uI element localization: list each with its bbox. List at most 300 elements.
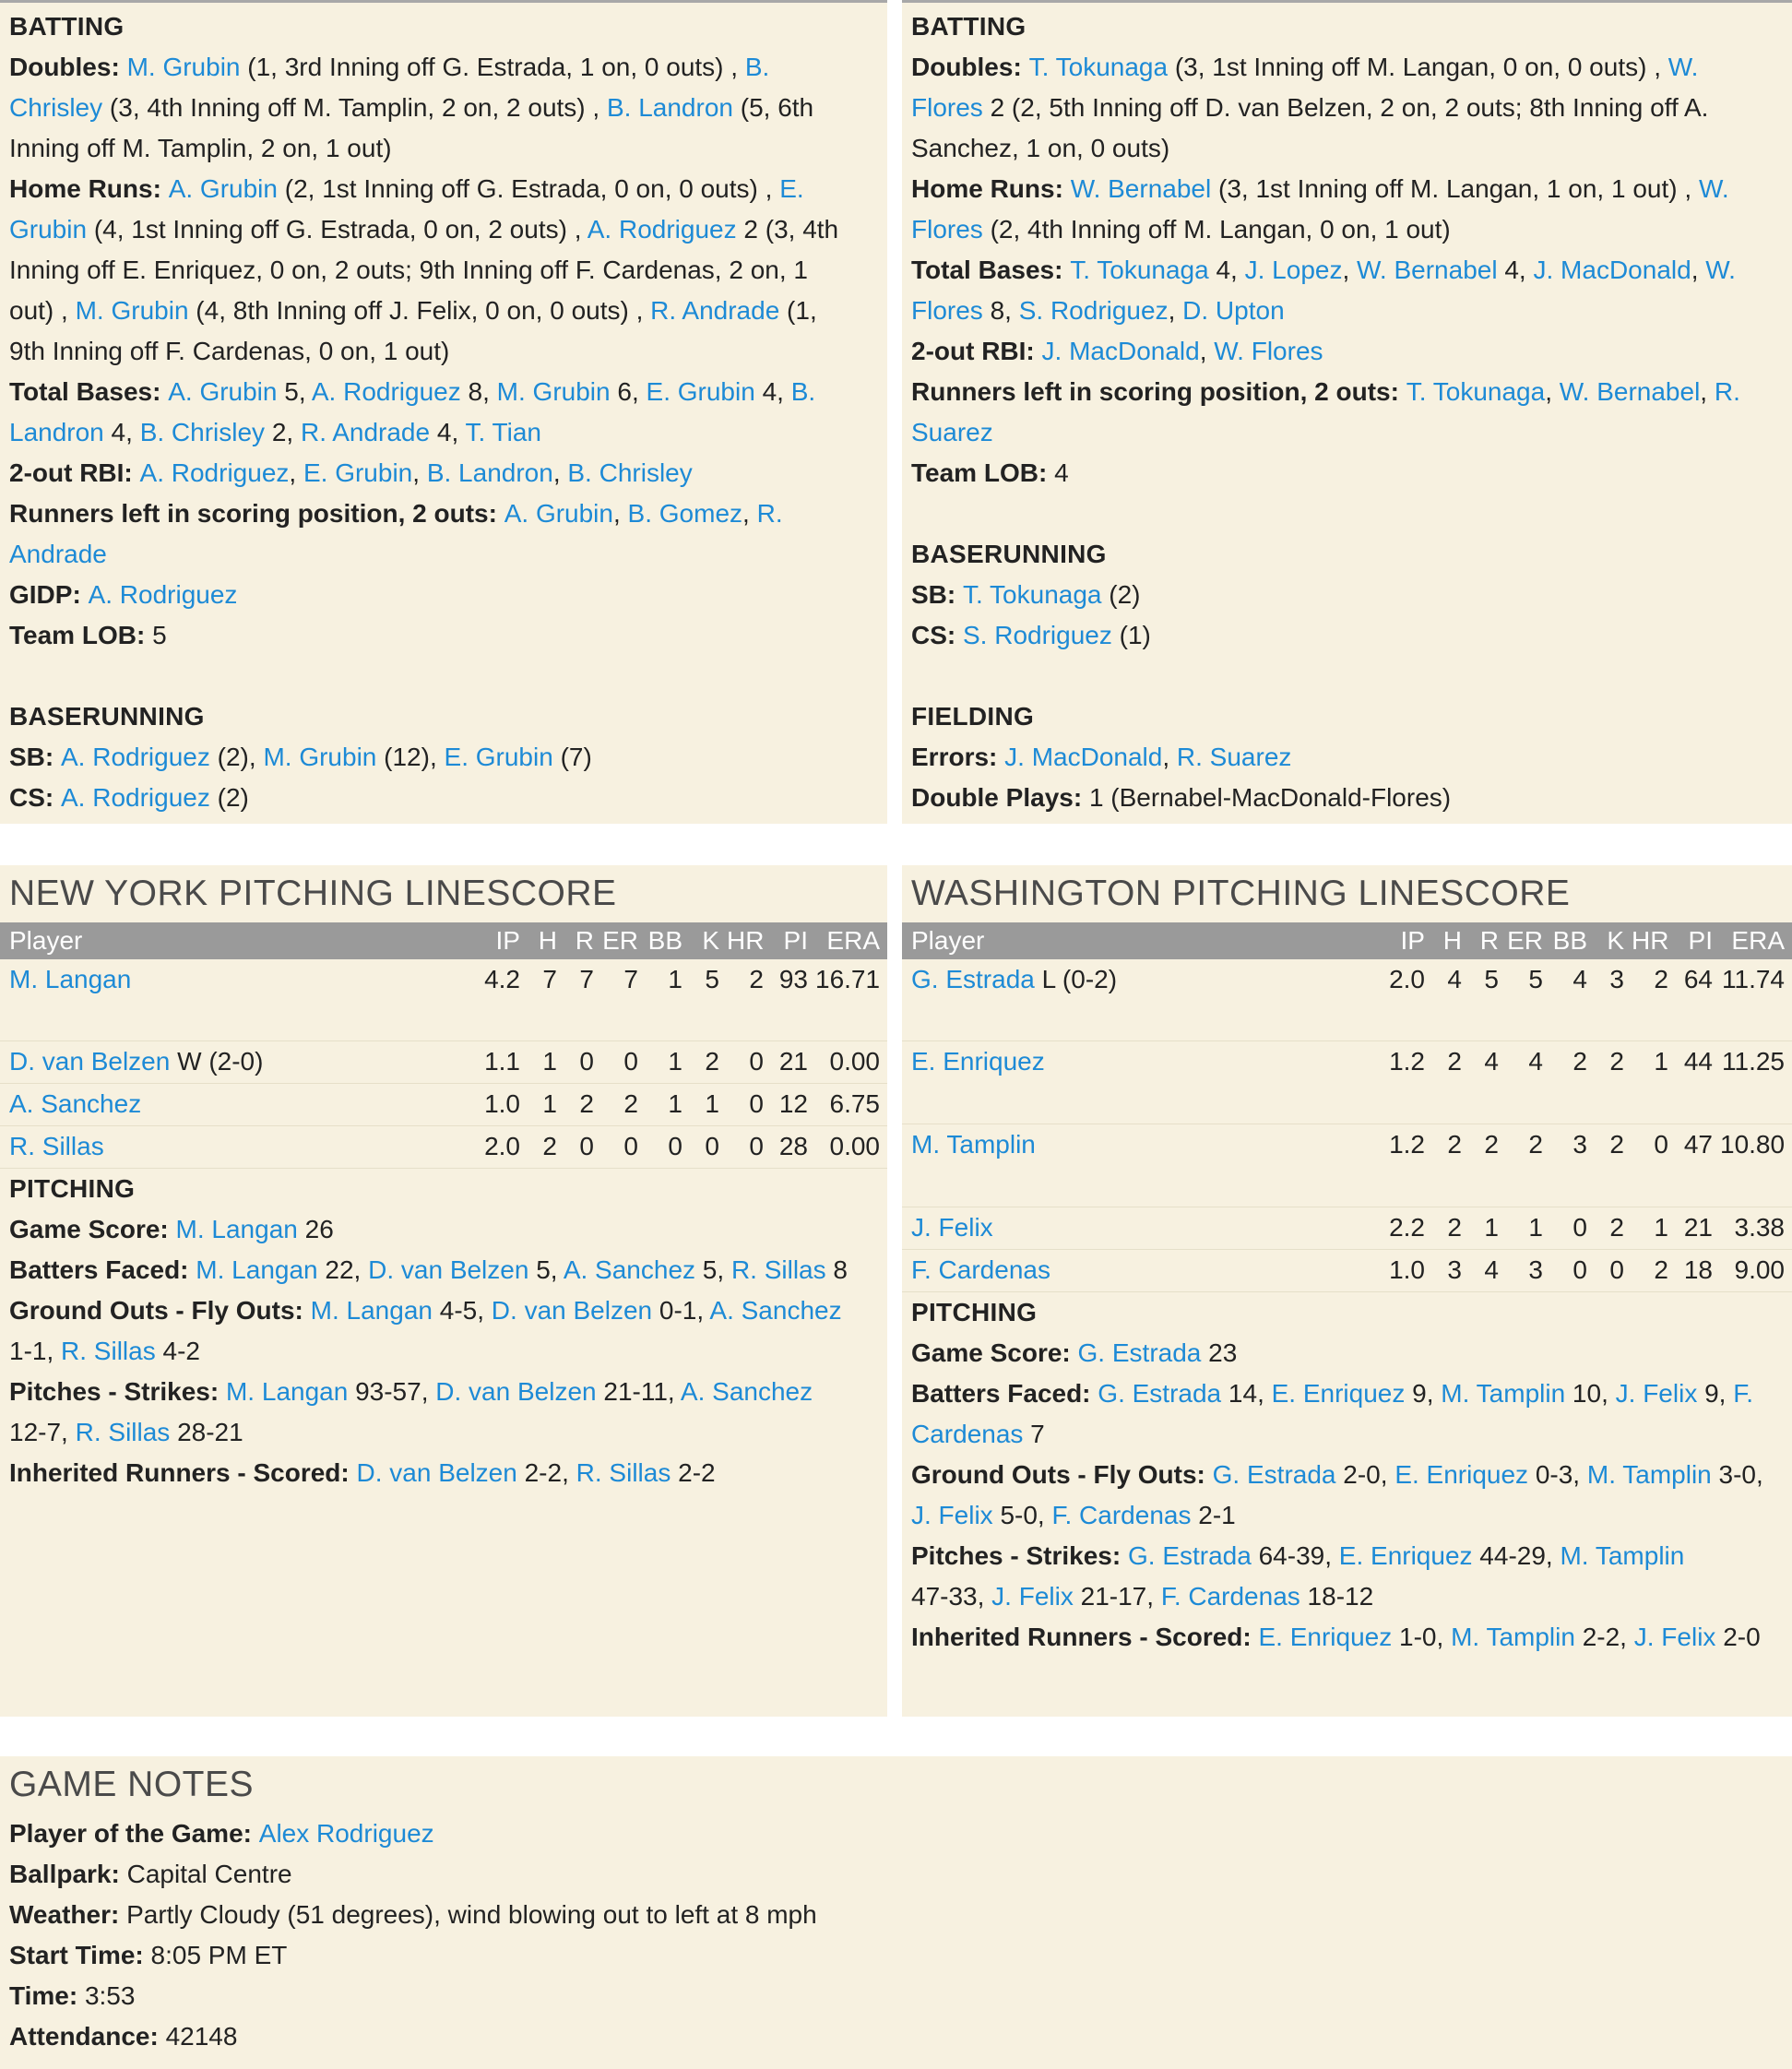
stat-text: 4, <box>1208 256 1245 284</box>
column-header-h: H <box>528 922 564 959</box>
player-link[interactable]: E. Enriquez <box>1271 1378 1406 1408</box>
player-link[interactable]: R. Sillas <box>61 1336 156 1365</box>
player-link[interactable]: A. Grubin <box>168 174 278 203</box>
pitcher-cell <box>0 1083 470 1125</box>
stat-cell-bb: 0 <box>1550 1207 1595 1249</box>
stat-label: Double Plays: <box>911 783 1089 812</box>
player-link[interactable]: E. Grubin <box>303 458 413 487</box>
stat-cell-k: 2 <box>1595 1207 1632 1249</box>
stat-cell-era: 0.00 <box>815 1040 887 1083</box>
stat-text: 2-1 <box>1191 1500 1236 1529</box>
stat-cell-h: 4 <box>1432 959 1469 1040</box>
pitcher-cell <box>902 959 1375 1040</box>
stat-line <box>911 372 1783 412</box>
column-header-ip: IP <box>1375 922 1432 959</box>
stat-cell-era: 16.71 <box>815 959 887 1040</box>
player-link[interactable]: D. van Belzen <box>491 1295 653 1325</box>
player-link[interactable]: Flores <box>911 93 983 122</box>
stat-text: 22, <box>317 1254 369 1284</box>
column-header-player: Player <box>0 922 470 959</box>
stat-line <box>9 1895 1783 1935</box>
player-link[interactable]: J. MacDonald <box>1041 337 1200 365</box>
stat-text: (5, 6th <box>732 93 814 122</box>
stat-text: (2, 4th Inning off M. Langan, 0 on, 1 out) <box>982 215 1451 244</box>
stat-line <box>911 88 1783 128</box>
stat-cell-bb: 1 <box>646 959 690 1040</box>
player-link[interactable]: A. Rodriguez <box>587 215 737 244</box>
stat-text: 6, <box>610 377 647 406</box>
stat-cell-bb: 4 <box>1550 959 1595 1040</box>
player-link[interactable]: G. Estrada <box>1098 1378 1222 1408</box>
stat-text: 23 <box>1201 1338 1238 1367</box>
pitcher-cell <box>0 959 470 1040</box>
player-link[interactable]: M. Tamplin <box>1586 1459 1712 1489</box>
stat-cell-bb: 3 <box>1550 1124 1595 1207</box>
player-link[interactable]: S. Rodriguez <box>1018 296 1169 325</box>
stat-label: Start Time: <box>9 1941 151 1969</box>
stat-line <box>911 1333 1783 1373</box>
player-link[interactable]: Chrisley <box>9 93 103 122</box>
column-header-k: K <box>690 922 727 959</box>
player-link[interactable]: F. Cardenas <box>911 1254 1050 1284</box>
player-link[interactable]: Landron <box>9 418 104 446</box>
stat-line <box>9 1290 878 1331</box>
stat-cell-h: 2 <box>1432 1040 1469 1124</box>
player-link[interactable]: A. Rodriguez <box>61 743 210 771</box>
stat-line <box>9 250 878 291</box>
player-link[interactable]: R. Sillas <box>576 1457 671 1487</box>
baserunning-lines <box>9 737 878 818</box>
pitcher-row <box>0 1125 887 1168</box>
stat-cell-ip: 2.2 <box>1375 1207 1432 1249</box>
stat-text: out) , <box>9 296 76 325</box>
player-link[interactable]: T. Tokunaga <box>1070 256 1209 284</box>
stat-label: Time: <box>9 1981 85 2010</box>
player-link[interactable]: S. Rodriguez <box>963 621 1112 649</box>
player-link[interactable]: Grubin <box>9 215 88 244</box>
player-link[interactable]: D. van Belzen <box>435 1376 597 1406</box>
player-link[interactable]: Andrade <box>9 540 107 568</box>
stat-text: 26 <box>297 1214 334 1243</box>
player-link[interactable]: R. Andrade <box>650 296 780 325</box>
stat-text: 4, <box>103 418 140 446</box>
player-link[interactable]: F. Cardenas <box>1051 1500 1192 1529</box>
stat-line <box>9 534 878 575</box>
stat-line <box>911 737 1783 778</box>
game-notes-panel <box>0 1756 1792 2069</box>
stat-label: Ground Outs - Fly Outs: <box>911 1459 1213 1489</box>
stat-line <box>911 128 1783 169</box>
player-link[interactable]: E. Enriquez <box>911 1046 1045 1076</box>
section-title-baserunning: BASERUNNING <box>911 540 1107 568</box>
player-link[interactable]: E. Enriquez <box>1258 1622 1393 1651</box>
player-link[interactable]: E. Grubin <box>444 743 553 771</box>
player-link[interactable]: R. Suarez <box>1176 743 1292 771</box>
stat-line <box>9 291 878 331</box>
stat-line <box>911 778 1783 818</box>
stat-text: , <box>1162 743 1177 771</box>
player-link[interactable]: W. Bernabel <box>1357 256 1498 284</box>
player-link[interactable]: Cardenas <box>911 1419 1024 1448</box>
player-link[interactable]: T. Tokunaga <box>1028 53 1169 81</box>
column-header-era: ERA <box>1720 922 1792 959</box>
stat-line <box>911 250 1783 291</box>
player-link[interactable]: B. <box>744 53 770 81</box>
stat-cell-h: 3 <box>1432 1249 1469 1291</box>
stat-line <box>9 1412 878 1453</box>
player-link[interactable]: A. Grubin <box>504 499 613 528</box>
stat-line <box>911 1373 1783 1414</box>
section-title-fielding: FIELDING <box>911 702 1035 731</box>
player-link[interactable]: W. <box>1698 174 1729 203</box>
player-link[interactable]: M. Grubin <box>75 296 189 325</box>
player-link[interactable]: R. Sillas <box>730 1254 826 1284</box>
player-link[interactable]: R. Sillas <box>9 1131 104 1160</box>
stat-text: 5, <box>277 377 312 406</box>
stat-line <box>911 575 1783 615</box>
stat-cell-ip: 4.2 <box>470 959 528 1040</box>
stat-line <box>911 331 1783 372</box>
player-link[interactable]: E. Grubin <box>646 377 755 406</box>
game-notes-title: GAME NOTES <box>9 1765 255 1804</box>
stat-cell-k: 0 <box>690 1125 727 1168</box>
player-link[interactable]: M. Grubin <box>126 53 241 81</box>
stat-cell-hr: 1 <box>1632 1207 1676 1249</box>
stat-text: 1 (Bernabel-MacDonald-Flores) <box>1088 783 1452 812</box>
stat-cell-era: 3.38 <box>1720 1207 1792 1249</box>
player-link[interactable]: B. Gomez <box>627 499 743 528</box>
column-header-h: H <box>1432 922 1469 959</box>
stat-cell-er: 0 <box>601 1040 646 1083</box>
player-link[interactable]: D. van Belzen <box>9 1046 171 1076</box>
stat-text: Partly Cloudy (51 degrees), wind blowing out to left at 8 mph <box>126 1900 817 1929</box>
section-title-pitching: PITCHING <box>911 1297 1038 1326</box>
stat-text: Inning off M. Tamplin, 2 on, 1 out) <box>9 134 392 162</box>
pitching-linescore-title: WASHINGTON PITCHING LINESCORE <box>911 874 1571 913</box>
stat-text: (3, 4th Inning off M. Tamplin, 2 on, 2 outs) , <box>102 93 607 122</box>
stat-text: , <box>1199 337 1215 365</box>
player-link[interactable]: A. Sanchez <box>563 1254 696 1284</box>
stat-text: , <box>412 458 427 487</box>
stat-cell-bb: 0 <box>1550 1249 1595 1291</box>
player-link[interactable]: R. <box>756 499 783 528</box>
stat-text: , <box>552 458 568 487</box>
stat-cell-hr: 2 <box>1632 1249 1676 1291</box>
stat-text: 2-2, <box>516 1457 576 1487</box>
stat-cell-er: 5 <box>1506 959 1550 1040</box>
section-title-batting: BATTING <box>9 12 125 41</box>
stat-text: 4-5, <box>432 1295 492 1325</box>
player-link[interactable]: T. Tokunaga <box>1406 377 1546 406</box>
stat-text: (1) <box>1111 621 1151 649</box>
player-link[interactable]: M. Tamplin <box>1451 1622 1575 1651</box>
stat-line <box>911 1617 1783 1658</box>
player-link[interactable]: T. Tokunaga <box>963 580 1102 609</box>
stat-cell-er: 7 <box>601 959 646 1040</box>
stat-label: Runners left in scoring position, 2 outs: <box>911 377 1406 406</box>
player-link[interactable]: E. Enriquez <box>1338 1540 1473 1570</box>
player-link[interactable]: B. Chrisley <box>139 418 266 446</box>
player-link[interactable]: B. Chrisley <box>567 458 693 487</box>
player-link[interactable]: E. Enriquez <box>1394 1459 1529 1489</box>
stat-text: (3, 1st Inning off M. Langan, 0 on, 0 outs) , <box>1168 53 1668 81</box>
player-link[interactable]: G. Estrada <box>911 965 1035 993</box>
stat-text: 9, <box>1697 1378 1734 1408</box>
stat-text: 93-57, <box>348 1376 436 1406</box>
pitching-linescore-table <box>902 922 1792 1292</box>
stat-cell-era: 0.00 <box>815 1125 887 1168</box>
stat-text: (2), <box>209 743 264 771</box>
player-link[interactable]: M. Grubin <box>263 743 377 771</box>
stat-cell-pi: 28 <box>771 1125 815 1168</box>
stat-line <box>911 1414 1783 1455</box>
section-title-baserunning: BASERUNNING <box>9 702 205 731</box>
pitcher-row <box>902 1124 1792 1207</box>
player-link[interactable]: A. Sanchez <box>9 1088 142 1118</box>
player-link[interactable]: M. Langan <box>9 965 132 993</box>
pitching-linescore-table <box>0 922 887 1169</box>
stat-line <box>911 291 1783 331</box>
stat-text: (3, 1st Inning off M. Langan, 1 on, 1 out) , <box>1211 174 1699 203</box>
player-link[interactable]: G. Estrada <box>1212 1459 1336 1489</box>
player-link[interactable]: J. Felix <box>911 1500 993 1529</box>
player-link[interactable]: E. <box>779 174 804 203</box>
stat-cell-r: 7 <box>564 959 601 1040</box>
stat-line <box>9 1854 1783 1895</box>
stat-label: Game Score: <box>9 1214 176 1243</box>
stat-cell-hr: 1 <box>1632 1040 1676 1124</box>
stat-line <box>9 169 878 209</box>
stat-text: 47-33, <box>911 1581 992 1611</box>
player-link[interactable]: J. Felix <box>991 1581 1074 1611</box>
stat-cell-hr: 0 <box>1632 1124 1676 1207</box>
column-header-r: R <box>564 922 601 959</box>
player-link[interactable]: D. van Belzen <box>368 1254 529 1284</box>
stat-cell-h: 2 <box>1432 1207 1469 1249</box>
player-link[interactable]: F. Cardenas <box>1160 1581 1300 1611</box>
stat-line <box>911 412 1783 453</box>
stat-label: Player of the Game: <box>9 1819 259 1848</box>
player-link[interactable]: G. Estrada <box>1127 1540 1252 1570</box>
stat-text: 8:05 PM ET <box>150 1941 288 1969</box>
decision-text: L (0-2) <box>1034 965 1118 993</box>
player-link[interactable]: J. Felix <box>1615 1378 1698 1408</box>
player-link[interactable]: M. Langan <box>196 1254 318 1284</box>
stat-line <box>9 615 878 656</box>
player-link[interactable]: B. <box>790 377 816 406</box>
player-link[interactable]: Suarez <box>911 418 993 446</box>
stat-text: 4, <box>754 377 791 406</box>
stat-label: Pitches - Strikes: <box>9 1376 226 1406</box>
stat-cell-k: 2 <box>690 1040 727 1083</box>
washington-batting-panel <box>902 0 1792 824</box>
stat-label: SB: <box>911 580 963 609</box>
stat-cell-bb: 0 <box>646 1125 690 1168</box>
stat-text: 42148 <box>165 2022 238 2051</box>
stat-line <box>9 1976 1783 2016</box>
player-link[interactable]: M. Langan <box>310 1295 433 1325</box>
player-link[interactable]: M. Tamplin <box>1560 1540 1685 1570</box>
player-link[interactable]: B. Landron <box>426 458 553 487</box>
player-link[interactable]: R. Andrade <box>300 418 431 446</box>
pitcher-cell <box>902 1040 1375 1124</box>
player-link[interactable]: W. Flores <box>1214 337 1323 365</box>
stat-line <box>9 575 878 615</box>
stat-text: (4, 8th Inning off J. Felix, 0 on, 0 outs) , <box>188 296 651 325</box>
stat-label: CS: <box>911 621 963 649</box>
stat-line <box>911 1495 1783 1536</box>
stat-text: 1-0, <box>1392 1622 1452 1651</box>
player-link[interactable]: A. Rodriguez <box>311 377 461 406</box>
player-link[interactable]: J. Felix <box>911 1212 993 1242</box>
stat-text: 3-0, <box>1711 1459 1763 1489</box>
stat-text: 4 <box>1054 458 1069 487</box>
stat-line <box>9 493 878 534</box>
stat-text: 4, <box>1497 256 1534 284</box>
stat-text: 21-17, <box>1073 1581 1161 1611</box>
pitcher-cell <box>902 1249 1375 1291</box>
stat-line <box>9 372 878 412</box>
player-link[interactable]: D. Upton <box>1182 296 1285 325</box>
stat-text: 8, <box>460 377 497 406</box>
player-link[interactable]: W. Bernabel <box>1559 377 1701 406</box>
game-notes-lines <box>9 1813 1783 2057</box>
stat-label: Batters Faced: <box>9 1254 196 1284</box>
stat-cell-k: 0 <box>1595 1249 1632 1291</box>
stat-line <box>911 169 1783 209</box>
stat-label: Pitches - Strikes: <box>911 1540 1128 1570</box>
section-title-pitching: PITCHING <box>9 1173 136 1203</box>
stat-cell-bb: 1 <box>646 1083 690 1125</box>
stat-line <box>9 1453 878 1493</box>
player-link[interactable]: A. Grubin <box>168 377 278 406</box>
stat-cell-k: 2 <box>1595 1040 1632 1124</box>
player-link[interactable]: M. Tamplin <box>911 1129 1036 1159</box>
player-link[interactable]: D. van Belzen <box>356 1457 517 1487</box>
stat-text: 21-11, <box>596 1376 681 1406</box>
pitcher-row <box>902 1249 1792 1291</box>
stat-text: 0-1, <box>652 1295 710 1325</box>
stat-line <box>9 2016 1783 2057</box>
stat-cell-r: 0 <box>564 1040 601 1083</box>
washington-pitching-panel <box>902 865 1792 1717</box>
stat-text: 9th Inning off F. Cardenas, 0 on, 1 out) <box>9 337 450 365</box>
stat-text: 5 <box>152 621 167 649</box>
player-link[interactable]: A. Rodriguez <box>139 458 290 487</box>
stat-text: (4, 1st Inning off G. Estrada, 0 on, 2 outs) , <box>87 215 587 244</box>
player-link[interactable]: W. Bernabel <box>1070 174 1212 203</box>
player-link[interactable]: W. <box>1667 53 1699 81</box>
stat-text: 2-2 <box>671 1457 716 1487</box>
player-link[interactable]: T. Tian <box>465 418 541 446</box>
stat-text: 4, <box>430 418 466 446</box>
pitcher-cell <box>902 1207 1375 1249</box>
stat-text: 5-0, <box>992 1500 1052 1529</box>
stat-cell-r: 0 <box>564 1125 601 1168</box>
pitcher-row <box>902 1207 1792 1249</box>
player-link[interactable]: M. Langan <box>175 1214 298 1243</box>
stat-text: Inning off E. Enriquez, 0 on, 2 outs; 9th Inning off F. Cardenas, 2 on, 1 <box>9 256 808 284</box>
stat-text: 9, <box>1405 1378 1442 1408</box>
stat-cell-era: 11.25 <box>1720 1040 1792 1124</box>
stat-cell-h: 1 <box>528 1040 564 1083</box>
stat-cell-pi: 21 <box>1676 1207 1720 1249</box>
pitcher-cell <box>0 1040 470 1083</box>
player-link[interactable]: M. Langan <box>225 1376 349 1406</box>
stat-label: Team LOB: <box>911 458 1055 487</box>
stat-line <box>9 209 878 250</box>
stat-line <box>9 47 878 88</box>
stat-label: Errors: <box>911 743 1005 771</box>
stat-cell-hr: 0 <box>727 1125 771 1168</box>
stat-cell-er: 1 <box>1506 1207 1550 1249</box>
stat-label: Runners left in scoring position, 2 outs: <box>9 499 504 528</box>
pitcher-cell <box>902 1124 1375 1207</box>
player-link[interactable]: Flores <box>911 296 983 325</box>
new-york-pitching-panel <box>0 865 887 1717</box>
player-link[interactable]: A. Sanchez <box>680 1376 813 1406</box>
stat-text: , <box>289 458 303 487</box>
stat-line <box>9 1813 1783 1854</box>
stat-text: 2-2, <box>1574 1622 1634 1651</box>
player-link[interactable]: M. Grubin <box>496 377 611 406</box>
stat-cell-hr: 0 <box>727 1083 771 1125</box>
stat-label: GIDP: <box>9 580 89 609</box>
player-link[interactable]: J. MacDonald <box>1533 256 1691 284</box>
stat-text: 10, <box>1565 1378 1616 1408</box>
stat-line <box>9 737 878 778</box>
stat-cell-r: 2 <box>564 1083 601 1125</box>
stat-text: , <box>1545 377 1560 406</box>
stat-line <box>9 1935 1783 1976</box>
player-link[interactable]: J. Felix <box>1633 1622 1716 1651</box>
stat-line <box>9 412 878 453</box>
player-link[interactable]: R. Sillas <box>75 1417 171 1446</box>
stat-label: 2-out RBI: <box>911 337 1042 365</box>
column-header-k: K <box>1595 922 1632 959</box>
player-link[interactable]: A. Sanchez <box>709 1295 842 1325</box>
player-link[interactable]: G. Estrada <box>1077 1338 1202 1367</box>
player-link[interactable]: R. <box>1714 377 1740 406</box>
player-link[interactable]: A. Rodriguez <box>61 783 210 812</box>
stat-text: 8 <box>825 1254 848 1284</box>
player-link[interactable]: J. Lopez <box>1244 256 1343 284</box>
column-header-er: ER <box>601 922 646 959</box>
stat-cell-era: 11.74 <box>1720 959 1792 1040</box>
player-link[interactable]: J. MacDonald <box>1004 743 1163 771</box>
pitcher-row <box>0 1040 887 1083</box>
stat-text: (2, 1st Inning off G. Estrada, 0 on, 0 outs) , <box>277 174 780 203</box>
stat-text: 2-0, <box>1335 1459 1395 1489</box>
stat-cell-r: 4 <box>1469 1040 1506 1124</box>
player-link[interactable]: B. Landron <box>606 93 733 122</box>
stat-cell-ip: 1.2 <box>1375 1040 1432 1124</box>
player-link[interactable]: Alex Rodriguez <box>258 1819 434 1848</box>
stat-cell-h: 1 <box>528 1083 564 1125</box>
stat-cell-r: 2 <box>1469 1124 1506 1207</box>
stat-line <box>9 128 878 169</box>
stat-text: 0-3, <box>1528 1459 1587 1489</box>
player-link[interactable]: A. Rodriguez <box>88 580 238 609</box>
player-link[interactable]: W. <box>1705 256 1736 284</box>
stat-text: 2-0 <box>1715 1622 1761 1651</box>
stat-line <box>911 453 1783 493</box>
player-link[interactable]: M. Tamplin <box>1441 1378 1566 1408</box>
player-link[interactable]: Flores <box>911 215 983 244</box>
player-link[interactable]: F. <box>1733 1378 1754 1408</box>
pitching-lines <box>9 1209 878 1493</box>
stat-text: 5, <box>528 1254 564 1284</box>
